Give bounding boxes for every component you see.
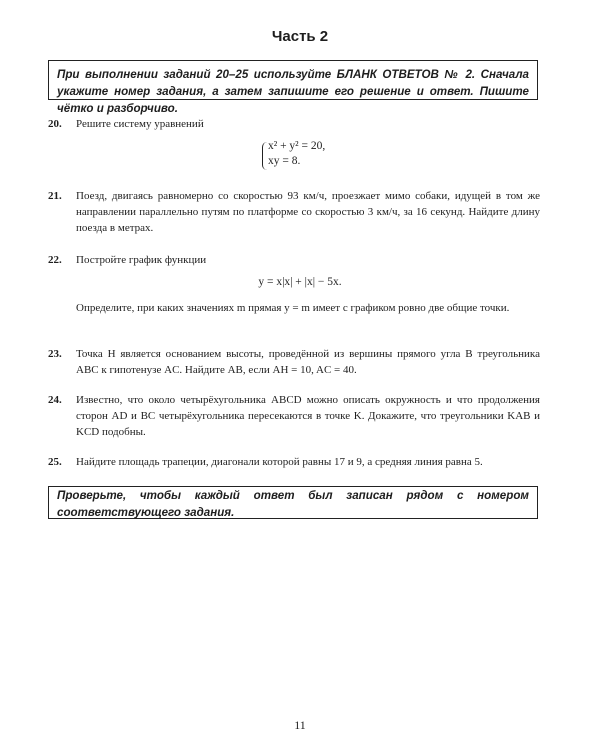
- function-formula: y = x|x| + |x| − 5x.: [258, 276, 342, 288]
- equation-system: [262, 140, 352, 172]
- task-21: [48, 188, 540, 236]
- task-text: Точка H является основанием высоты, проведённой из вершины прямого угла B треугольника ABC к гипотенузе AC. Найдите AB, если AH = 10, AC = 40.: [76, 348, 540, 376]
- task-text: Найдите площадь трапеции, диагонали которой равны 17 и 9, а средняя линия равна 5.: [76, 456, 483, 468]
- task-text: Определите, при каких значениях m прямая y = m имеет с графиком ровно две общие точки.: [76, 302, 510, 314]
- task-22-question: [48, 300, 540, 316]
- task-number: 23.: [48, 348, 62, 360]
- task-number: 21.: [48, 190, 62, 202]
- instructions-box-bottom: Проверьте, чтобы каждый ответ был записан рядом с номером соответствующего задания.: [48, 486, 538, 519]
- task-22: [48, 252, 540, 268]
- task-text: Решите систему уравнений: [76, 118, 204, 130]
- task-number: 22.: [48, 254, 62, 266]
- task-23: [48, 346, 540, 378]
- instructions-box-top: При выполнении заданий 20–25 используйте БЛАНК ОТВЕТОВ № 2. Сначала укажите номер задания, а затем запишите его решение и ответ. Пишите чётко и разборчиво.: [48, 60, 538, 100]
- equation-line-1: x² + y² = 20,: [268, 140, 326, 152]
- task-text: Постройте график функции: [76, 254, 207, 266]
- task-text: Известно, что около четырёхугольника ABCD можно описать окружность и что продолжения сторон AD и BC четырёхугольника пересекаются в точке K. Докажите, что треугольники KAB и KCD подобны.: [76, 394, 540, 438]
- task-24: [48, 392, 540, 440]
- task-20: [48, 116, 540, 132]
- equation-line-2: xy = 8.: [268, 155, 301, 167]
- curly-brace-icon: [262, 142, 267, 170]
- task-number: 20.: [48, 118, 62, 130]
- task-number: 25.: [48, 456, 62, 468]
- task-number: 24.: [48, 394, 62, 406]
- page-title: Часть 2: [271, 28, 329, 45]
- page-number: 11: [294, 718, 306, 732]
- task-25: [48, 454, 540, 470]
- task-text: Поезд, двигаясь равномерно со скоростью 93 км/ч, проезжает мимо собаки, идущей в том же направлении параллельно путям по платформе со скоростью 3 км/ч, за 16 секунд. Найдите длину поезда в метрах.: [76, 190, 540, 234]
